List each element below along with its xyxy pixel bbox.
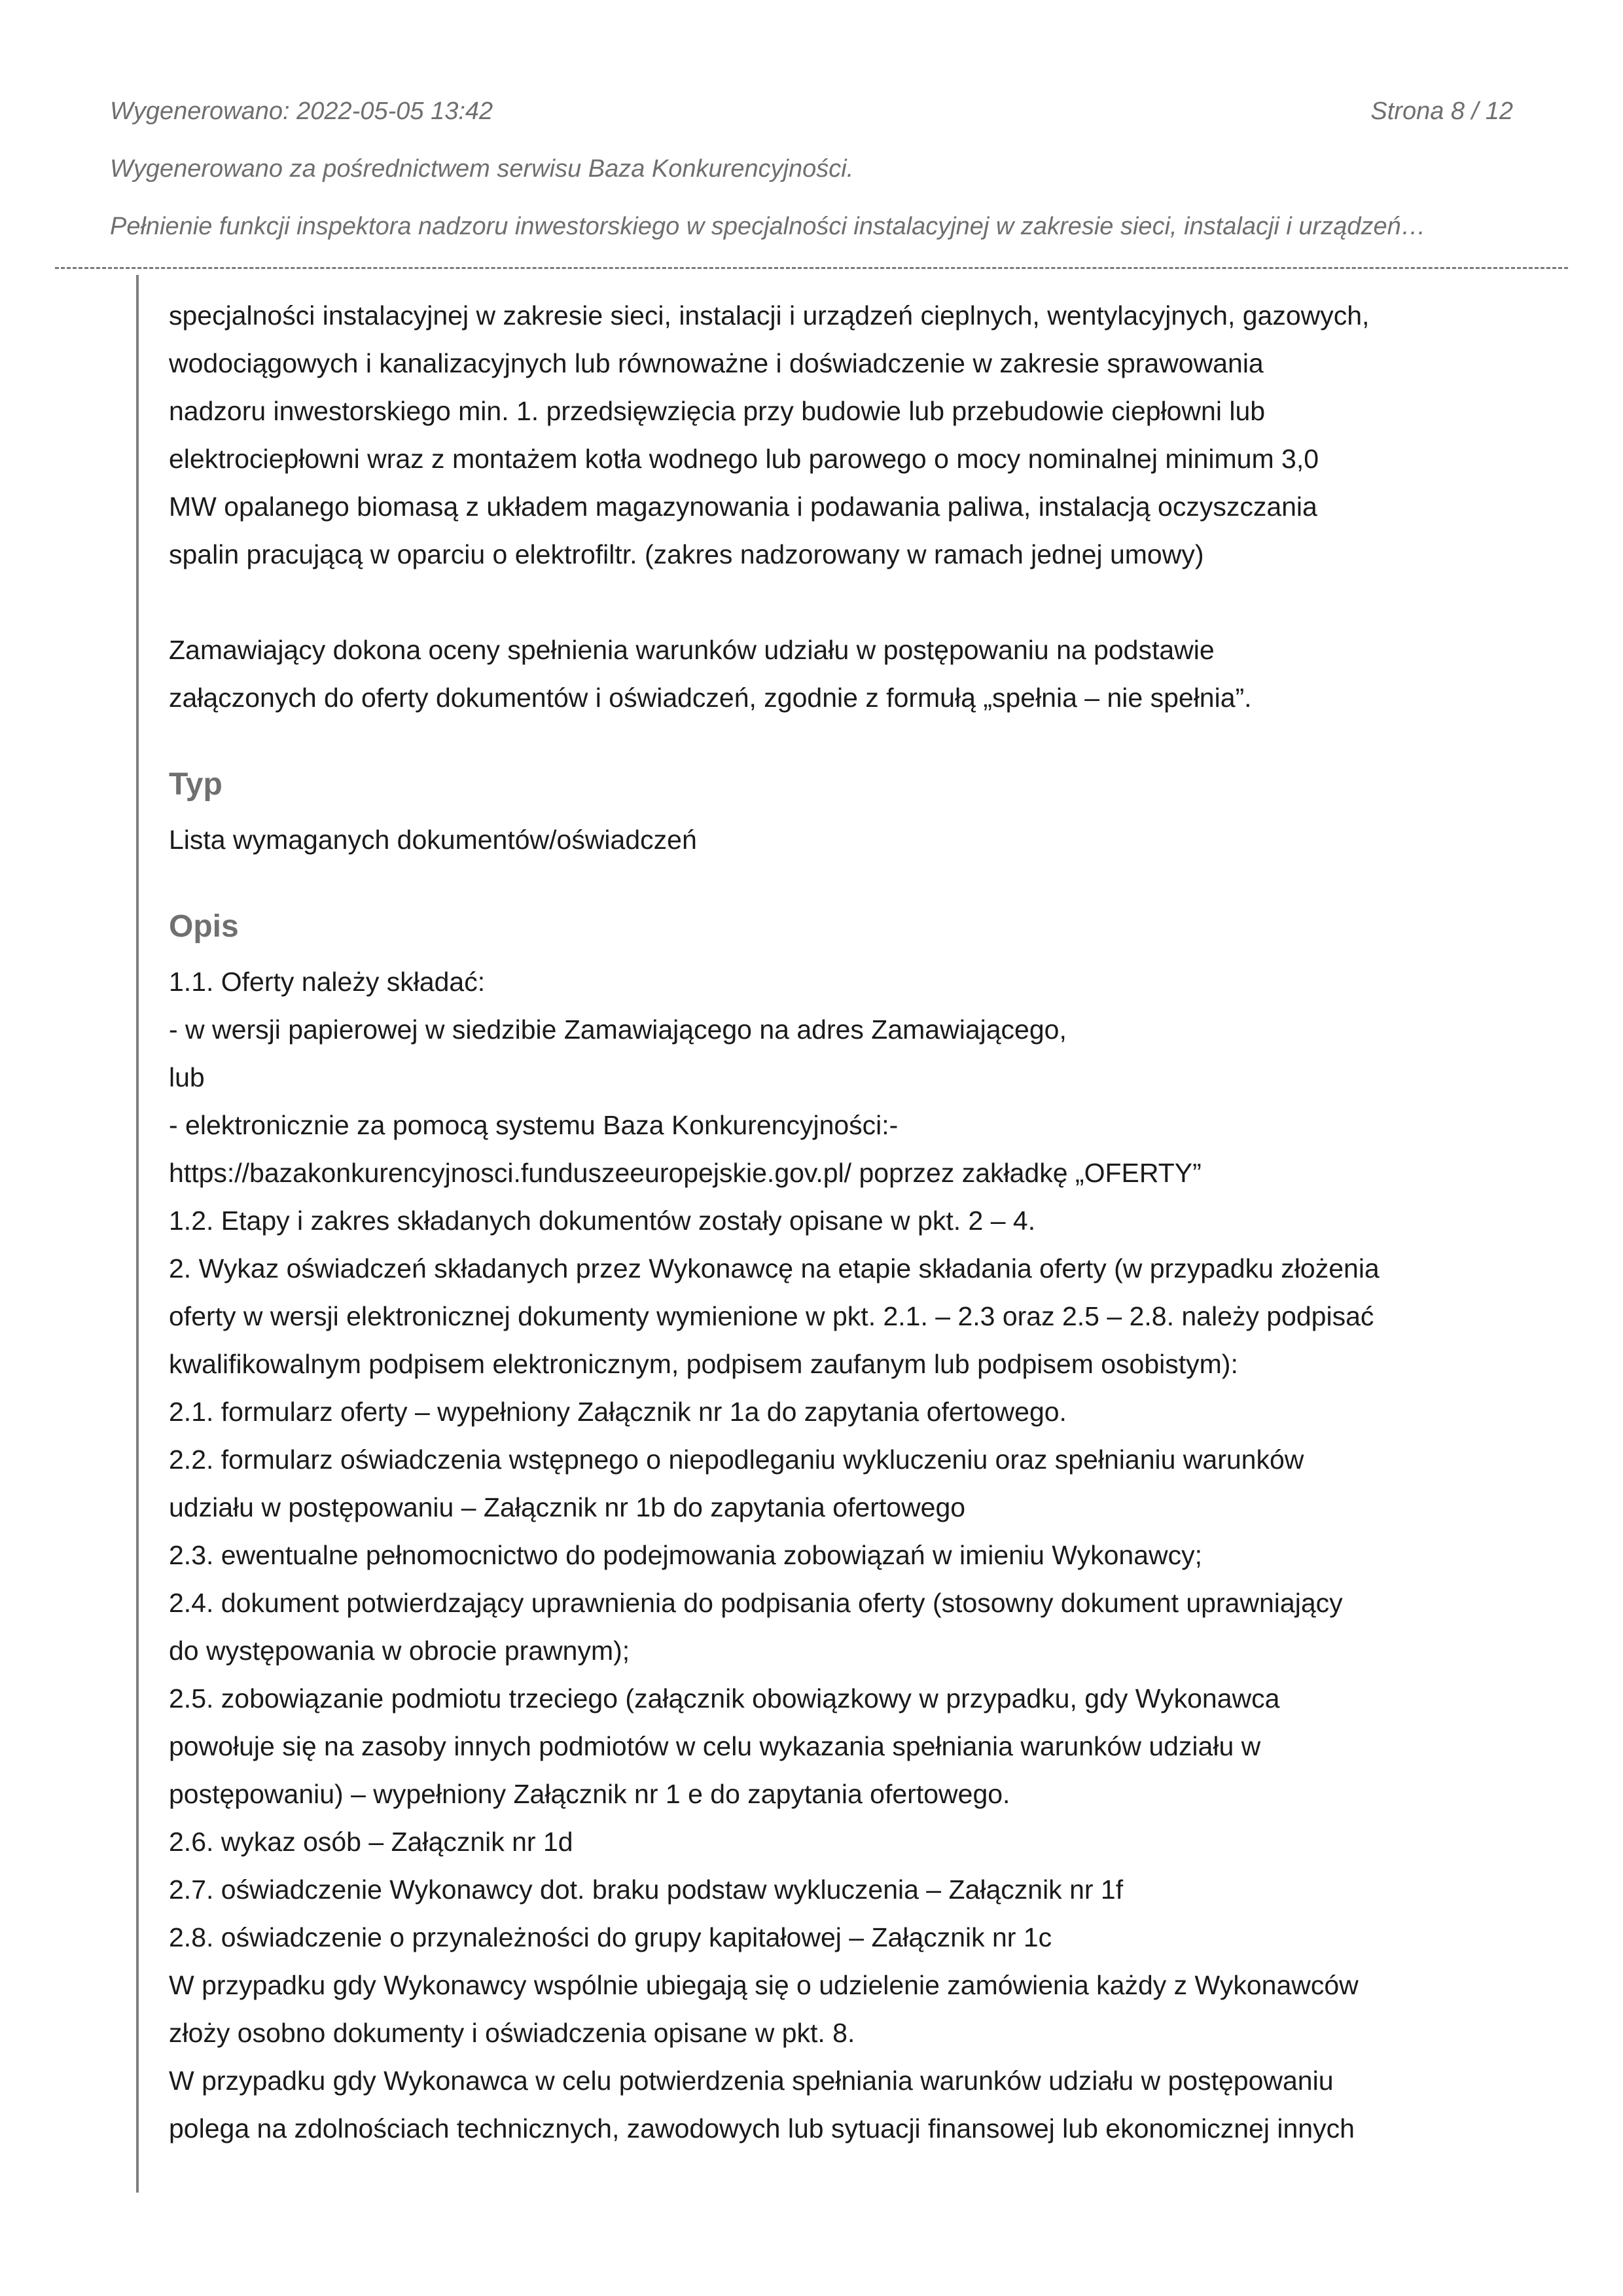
evaluation-paragraph: Zamawiający dokona oceny spełnienia warunków udziału w postępowaniu na podstawie załączonych do oferty dokumentów i oświadczeń, zgodnie z formułą „spełnia – nie spełnia”. — [169, 635, 1252, 713]
conditions-paragraph: specjalności instalacyjnej w zakresie sieci, instalacji i urządzeń cieplnych, wentylacyjnych, gazowych, wodociągowych i kanalizacyjnych lub równoważne i doświadczenie w zakresie sprawowania nadzoru inwestorskiego min. 1. przedsięwzięcia przy budowie lub przebudowie ciepłowni lub elektrociepłowni wraz z montażem kotła wodnego lub parowego o mocy nominalnej minimum 3,0 MW opalanego biomasą z układem magazynowania i podawania paliwa, instalacją oczyszczania spalin pracującą w oparciu o elektrofiltr. (zakres nadzorowany w ramach jednej umowy) — [169, 300, 1370, 569]
description-line: złoży osobno dokumenty i oświadczenia opisane w pkt. 8. — [169, 2018, 855, 2048]
generated-source: Wygenerowano za pośrednictwem serwisu Baza Konkurencyjności. — [110, 155, 854, 183]
header-title-row — [110, 207, 1513, 246]
description-label: Opis — [169, 909, 239, 944]
description-line: oferty w wersji elektronicznej dokumenty wymienione w pkt. 2.1. – 2.3 oraz 2.5 – 2.8. należy podpisać — [169, 1301, 1374, 1331]
header-source-row — [110, 149, 1513, 188]
description-line: udziału w postępowaniu – Załącznik nr 1b do zapytania ofertowego — [169, 1492, 966, 1522]
description-line: 2.5. zobowiązanie podmiotu trzeciego (załącznik obowiązkowy w przypadku, gdy Wykonawca — [169, 1683, 1280, 1713]
description-lines — [169, 958, 1550, 2153]
page-header — [110, 92, 1513, 246]
type-value: Lista wymaganych dokumentów/oświadczeń — [169, 825, 697, 855]
description-line: - w wersji papierowej w siedzibie Zamawiającego na adres Zamawiającego, — [169, 1014, 1067, 1045]
type-label: Typ — [169, 767, 223, 802]
description-line: 2.3. ewentualne pełnomocnictwo do podejmowania zobowiązań w imieniu Wykonawcy; — [169, 1540, 1203, 1570]
description-line: 2.2. formularz oświadczenia wstępnego o niepodleganiu wykluczeniu oraz spełnianiu warunków — [169, 1444, 1304, 1475]
description-line: 1.2. Etapy i zakres składanych dokumentów zostały opisane w pkt. 2 – 4. — [169, 1206, 1036, 1236]
description-line: 2.4. dokument potwierdzający uprawnienia do podpisania oferty (stosowny dokument uprawniający — [169, 1588, 1343, 1618]
description-line: kwalifikowalnym podpisem elektronicznym, podpisem zaufanym lub podpisem osobistym): — [169, 1349, 1238, 1379]
description-line: W przypadku gdy Wykonawca w celu potwierdzenia spełniania warunków udziału w postępowaniu — [169, 2066, 1334, 2096]
description-line: 2.8. oświadczenie o przynależności do grupy kapitałowej – Załącznik nr 1c — [169, 1922, 1052, 1952]
page-number: Strona 8 / 12 — [1370, 98, 1513, 125]
header-divider — [55, 267, 1568, 269]
description-line: postępowaniu) – wypełniony Załącznik nr 1 e do zapytania ofertowego. — [169, 1779, 1010, 1809]
description-line: lub — [169, 1062, 205, 1092]
document-title: Pełnienie funkcji inspektora nadzoru inwestorskiego w specjalności instalacyjnej w zakresie sieci, instalacji i urządzeń… — [110, 213, 1426, 240]
description-line: polega na zdolnościach technicznych, zawodowych lub sytuacji finansowej lub ekonomicznej innych — [169, 2113, 1355, 2144]
description-line: 2. Wykaz oświadczeń składanych przez Wykonawcę na etapie składania oferty (w przypadku złożenia — [169, 1253, 1380, 1283]
description-line: do występowania w obrocie prawnym); — [169, 1636, 630, 1666]
description-line: powołuje się na zasoby innych podmiotów w celu wykazania spełniania warunków udziału w — [169, 1731, 1261, 1761]
description-line: 2.6. wykaz osób – Załącznik nr 1d — [169, 1827, 573, 1857]
generated-timestamp: Wygenerowano: 2022-05-05 13:42 — [110, 98, 493, 125]
description-line: W przypadku gdy Wykonawcy wspólnie ubiegają się o udzielenie zamówienia każdy z Wykonawców — [169, 1970, 1359, 2000]
description-line: https://bazakonkurencyjnosci.funduszeeuropejskie.gov.pl/ poprzez zakładkę „OFERTY” — [169, 1158, 1202, 1188]
description-line: - elektronicznie za pomocą systemu Baza Konkurencyjności:- — [169, 1110, 899, 1140]
document-content — [136, 275, 1550, 2193]
description-line: 2.7. oświadczenie Wykonawcy dot. braku podstaw wykluczenia – Załącznik nr 1f — [169, 1874, 1124, 1905]
description-line: 1.1. Oferty należy składać: — [169, 967, 486, 997]
description-line: 2.1. formularz oferty – wypełniony Załącznik nr 1a do zapytania ofertowego. — [169, 1397, 1067, 1427]
header-meta-row — [110, 92, 1513, 131]
